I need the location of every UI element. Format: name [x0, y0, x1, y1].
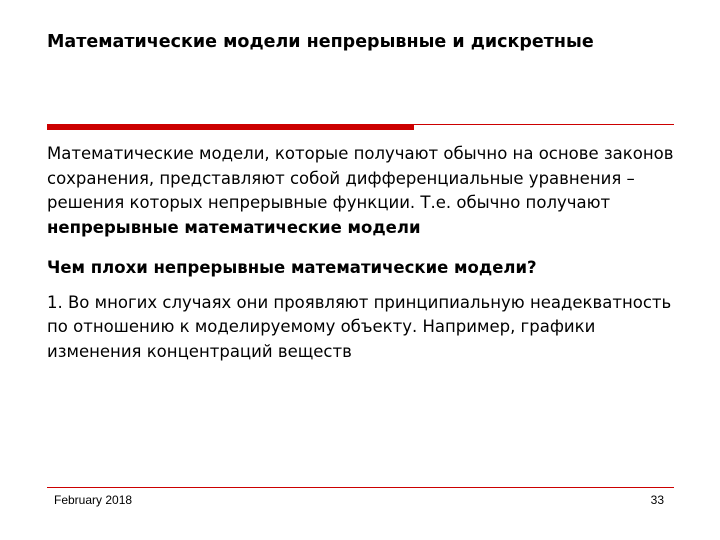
slide-body: [47, 142, 677, 364]
slide-title: Математические модели непрерывные и дискретные: [47, 32, 594, 52]
page-number: 33: [650, 493, 664, 507]
paragraph-1-bold: непрерывные математические модели: [47, 217, 421, 237]
point-1: 1. Во многих случаях они проявляют принципиальную неадекватность по отношению к моделируемому объекту. Например, графики изменения концентраций веществ: [47, 292, 672, 361]
question-heading: Чем плохи непрерывные математические модели?: [47, 258, 537, 277]
paragraph-1-text: Математические модели, которые получают обычно на основе законов сохранения, представляют собой дифференциальные уравнения – решения которых непрерывные функции. Т.е. обычно получают: [47, 144, 674, 212]
paragraph-1: [47, 142, 677, 240]
footer-date: February 2018: [54, 493, 133, 507]
footer-divider: [47, 487, 674, 488]
title-divider-thick: [47, 124, 414, 130]
